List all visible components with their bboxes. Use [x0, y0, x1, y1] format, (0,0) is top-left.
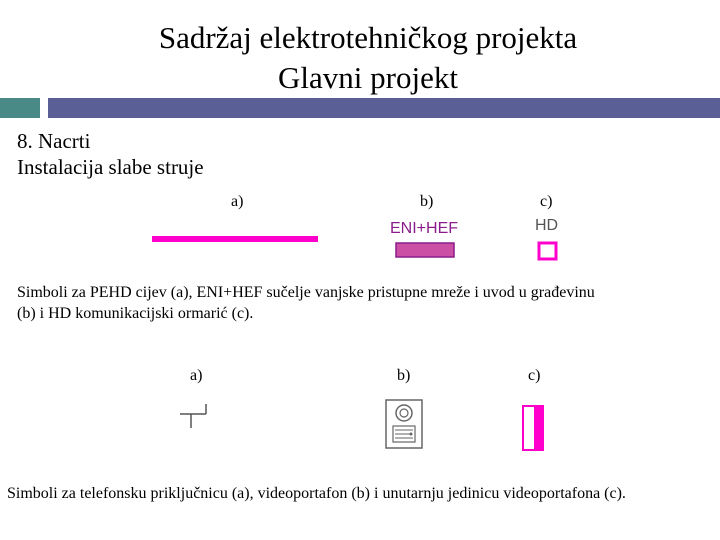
caption-section1	[17, 282, 707, 324]
heading-line-2: Instalacija slabe struje	[17, 155, 204, 179]
accent-bar-left	[0, 98, 40, 118]
caption-section2: Simboli za telefonsku priključnicu (a), videoportafon (b) i unutarnju jedinicu videoportafona (c).	[7, 485, 626, 502]
section2-label-c: c)	[528, 367, 541, 384]
hd-label: HD	[535, 217, 559, 234]
accent-bar-right	[48, 98, 720, 118]
hd-cabinet-icon	[536, 240, 560, 262]
pehd-pipe-symbol-icon	[150, 232, 320, 246]
section2-label-b: b)	[397, 367, 411, 384]
page-title	[0, 18, 720, 98]
videophone-icon	[384, 398, 424, 450]
section1-label-a: a)	[231, 193, 244, 210]
caption-section1-line-1: Simboli za PEHD cijev (a), ENI+HEF sučelje vanjske pristupne mreže i uvod u građevinu	[17, 284, 595, 301]
heading-line-1: 8. Nacrti	[17, 129, 91, 153]
section1-label-c: c)	[540, 193, 553, 210]
videophone-indoor-unit-icon	[520, 403, 548, 453]
section2-label-a: a)	[190, 367, 203, 384]
section-heading	[17, 128, 204, 180]
phone-socket-icon	[176, 402, 210, 430]
eni-hef-interface-icon	[395, 242, 457, 260]
title-line-1: Sadržaj elektrotehničkog projekta	[158, 20, 578, 55]
title-line-2: Glavni projekt	[278, 60, 458, 95]
eni-hef-label: ENI+HEF	[390, 220, 459, 237]
caption-section1-line-2: (b) i HD komunikacijski ormarić (c).	[17, 305, 254, 322]
section1-label-b: b)	[420, 193, 434, 210]
